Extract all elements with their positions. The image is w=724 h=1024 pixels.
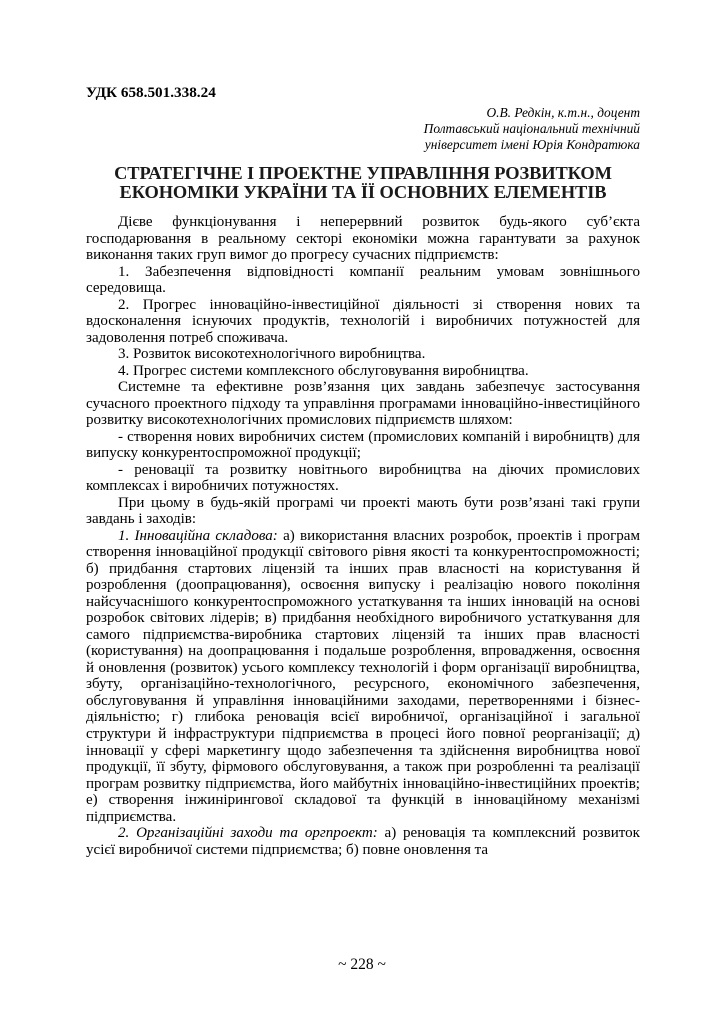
document-page	[86, 84, 640, 858]
paragraph: Системне та ефективне розв’язання цих завдань забезпечує застосування сучасного проектного підходу та управління програмами інноваційно-інвестиційного розвитку високотехнологічних промислових підприємств шляхом:	[86, 379, 640, 429]
title-line: СТРАТЕГІЧНЕ І ПРОЕКТНЕ УПРАВЛІННЯ РОЗВИТКОМ	[114, 163, 612, 183]
section-text: а) реновація та комплексний розвиток усієї виробничої системи підприємства; б) повне оновлення та	[86, 825, 640, 858]
udk-code: УДК 658.501.338.24	[86, 84, 216, 101]
list-item: 3. Розвиток високотехнологічного виробництва.	[118, 346, 426, 363]
list-item: 2. Прогрес інноваційно-інвестиційної діяльності зі створення нових та вдосконалення існуючих продуктів, технологій і виробничих потужностей для задоволення потреб споживача.	[86, 296, 640, 346]
paragraph	[86, 825, 640, 858]
article-title	[86, 164, 640, 202]
section-lead: 1. Інноваційна складова:	[118, 527, 278, 544]
author-affiliation: університет імені Юрія Кондратюка	[424, 137, 640, 152]
section-lead: 2. Організаційні заходи та оргпроект:	[118, 825, 378, 842]
title-line: ЕКОНОМІКИ УКРАЇНИ ТА ЇЇ ОСНОВНИХ ЕЛЕМЕНТІВ	[119, 182, 607, 202]
author-affiliation: Полтавський національний технічний	[423, 121, 640, 136]
author-block	[86, 105, 640, 153]
list-item: 1. Забезпечення відповідності компанії реальним умовам зовнішнього середовища.	[86, 263, 640, 297]
author-name: О.В. Редкін, к.т.н., доцент	[486, 105, 640, 120]
dash-item: - реновації та розвитку новітнього виробництва на діючих промислових комплексах і виробничих потужностях.	[86, 461, 640, 495]
page-number: ~ 228 ~	[338, 956, 386, 973]
paragraph	[86, 528, 640, 825]
section-text: а) використання власних розробок, проектів і програм створення інноваційної продукції світового рівня якості та конкурентоспроможності; б) придбання стартових ліцензій та інших прав власності на користування й розроблення (доопрацювання), освоєння випуску і реалізацію нового покоління найсучаснішого конкурентоспроможного устаткування та інших інновацій на основі розробок світових лідерів; в) придбання необхідного виробничого устаткування для самого підприємства-виробника стартових ліцензій та інших прав власності (користування) на доопрацювання і подальше розроблення, впровадження, освоєння й оновлення (розвиток) усього комплексу технологій і форм організації виробництва, збуту, організаційно-технологічного, ресурсного, економічного забезпечення, обслуговування й управління інноваційними заходами, перетвореннями і бізнес-діяльністю; г) глибока реновація всієї виробничої, організаційної і загальної структури й інфраструктури підприємства в процесі його повної реорганізації; д) інновації у сфері маркетингу щодо забезпечення та здійснення виробництва нової продукції, її збуту, фірмового обслуговування, а також при розробленні та реалізації програм розвитку підприємства, його майбутніх інноваційно-інвестиційних проектів; е) створення інжинірингової складової та функцій в інноваційному механізмі підприємства.	[86, 527, 641, 825]
dash-item: - створення нових виробничих систем (промислових компаній і виробництв) для випуску конкурентоспроможної продукції;	[86, 428, 640, 462]
article-body	[86, 214, 640, 858]
list-item: 4. Прогрес системи комплексного обслуговування виробництва.	[118, 362, 529, 379]
paragraph: При цьому в будь-якій програмі чи проекті мають бути розв’язані такі групи завдань і заходів:	[86, 494, 640, 528]
paragraph: Дієве функціонування і неперервний розвиток будь-якого суб’єкта господарювання в реальному секторі економіки можна гарантувати за рахунок виконання таких груп вимог до прогресу сучасних підприємств:	[86, 214, 640, 264]
